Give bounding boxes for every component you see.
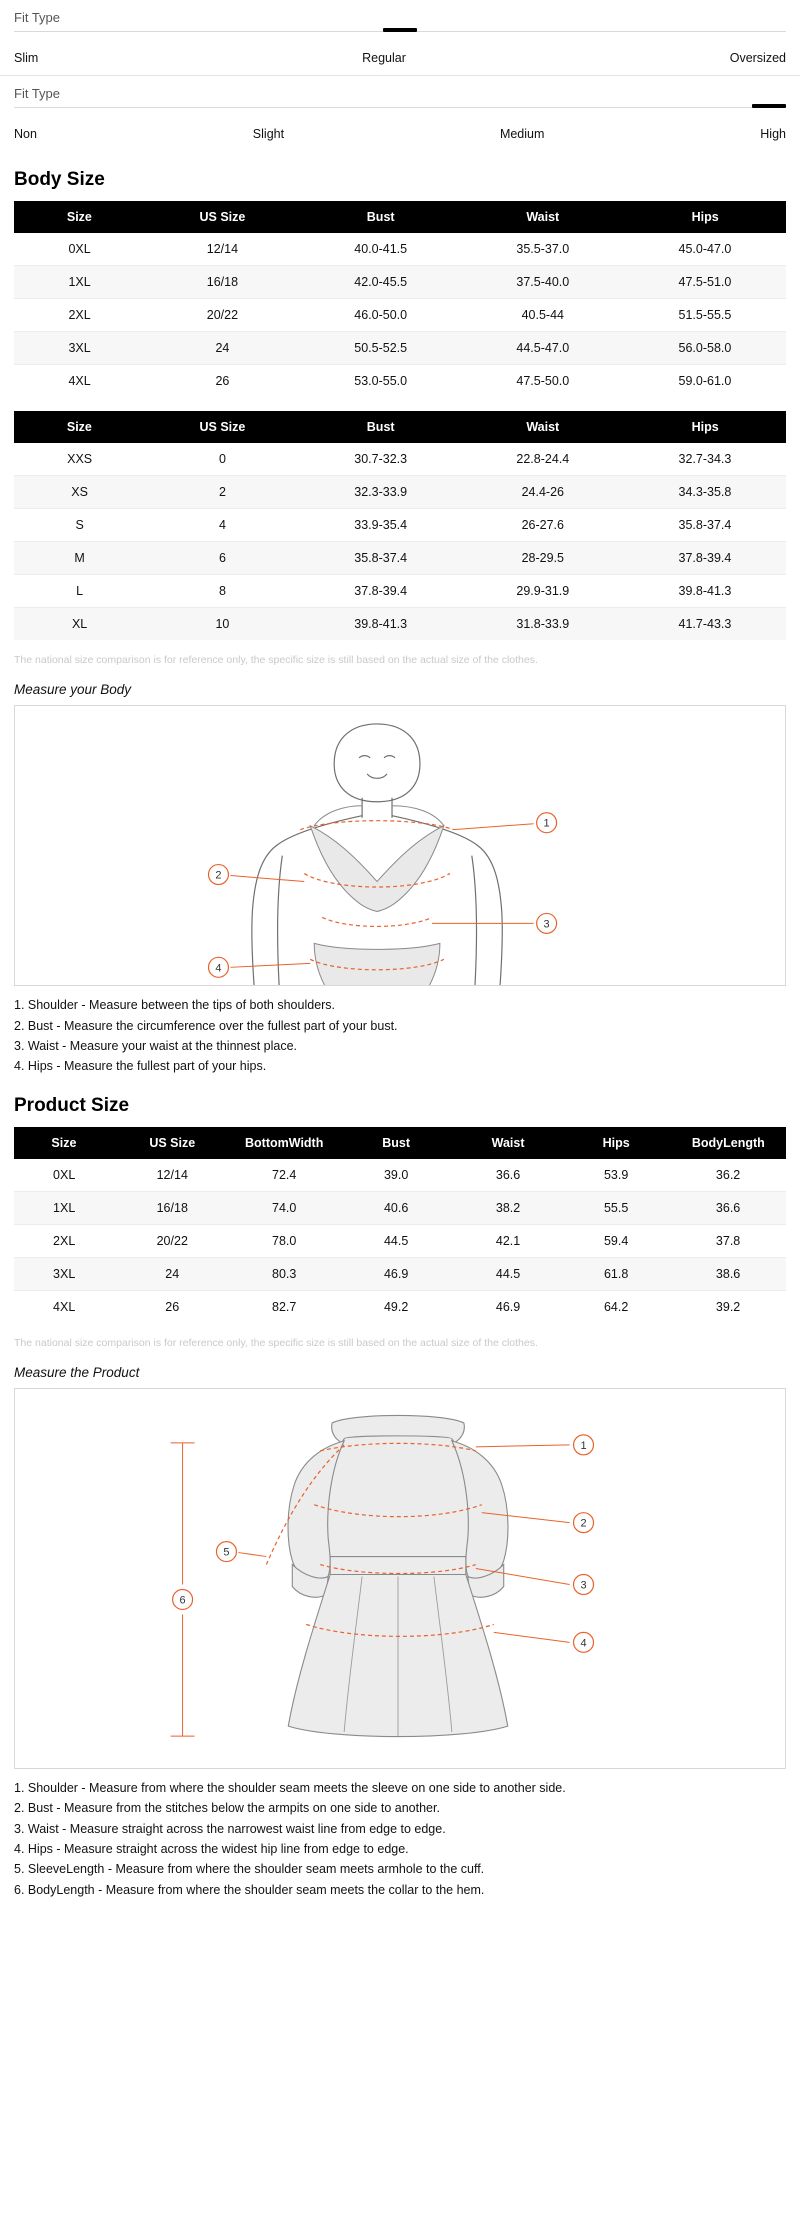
bottom-garment-icon (314, 943, 440, 985)
cell-bust: 53.0-55.0 (300, 365, 462, 398)
note-waist: 3. Waist - Measure straight across the narrowest waist line from edge to edge. (14, 1821, 446, 1836)
th-us-size: US Size (145, 411, 299, 443)
cell-body-length: 39.2 (670, 1290, 786, 1323)
fit-type-group-1 (0, 0, 800, 75)
cell-hips: 53.9 (562, 1159, 670, 1192)
th-us-size: US Size (145, 201, 299, 233)
measure-product-notes (14, 1779, 786, 1900)
callout-2-label: 2 (215, 869, 222, 882)
th-bust: Bust (338, 1127, 454, 1159)
cell-bust: 39.8-41.3 (300, 608, 462, 641)
callout-5-label: 5 (223, 1546, 230, 1559)
table-row (14, 233, 786, 266)
table-row (14, 1191, 786, 1224)
table-row (14, 365, 786, 398)
cell-size: XL (14, 608, 145, 641)
table-row (14, 299, 786, 332)
table-row (14, 608, 786, 641)
cell-hips: 34.3-35.8 (624, 476, 786, 509)
cell-waist: 26-27.6 (462, 509, 624, 542)
th-hips: Hips (562, 1127, 670, 1159)
table-row (14, 476, 786, 509)
cell-us-size: 6 (145, 542, 299, 575)
cell-us-size: 0 (145, 443, 299, 476)
cell-body-length: 36.6 (670, 1191, 786, 1224)
body-size-table-1-wrap (0, 201, 800, 397)
table-row (14, 1257, 786, 1290)
body-size-table-2-wrap (0, 411, 800, 640)
cell-waist: 44.5 (454, 1257, 562, 1290)
fit-type-label-slim[interactable]: Slim (14, 51, 39, 65)
note-hips: 4. Hips - Measure the fullest part of your hips. (14, 1059, 267, 1074)
cell-size: 4XL (14, 365, 145, 398)
cell-bust: 32.3-33.9 (300, 476, 462, 509)
cell-hips: 61.8 (562, 1257, 670, 1290)
th-hips: Hips (624, 411, 786, 443)
cell-us-size: 10 (145, 608, 299, 641)
cell-us-size: 16/18 (114, 1191, 230, 1224)
fit-type-title-1: Fit Type (14, 10, 61, 25)
cell-hips: 56.0-58.0 (624, 332, 786, 365)
cell-bust: 49.2 (338, 1290, 454, 1323)
dress-diagram-icon (15, 1389, 785, 1768)
cell-waist: 37.5-40.0 (462, 266, 624, 299)
cell-size: XS (14, 476, 145, 509)
cell-size: 2XL (14, 299, 145, 332)
table-row (14, 575, 786, 608)
cell-waist: 29.9-31.9 (462, 575, 624, 608)
cell-us-size: 8 (145, 575, 299, 608)
cell-hips: 51.5-55.5 (624, 299, 786, 332)
cell-bottom-width: 78.0 (230, 1224, 338, 1257)
th-waist: Waist (462, 201, 624, 233)
cell-bust: 44.5 (338, 1224, 454, 1257)
fit-type-labels-2 (14, 121, 786, 151)
cell-bust: 40.0-41.5 (300, 233, 462, 266)
cell-waist: 36.6 (454, 1159, 562, 1192)
callout-4-label: 4 (580, 1637, 587, 1650)
cell-hips: 35.8-37.4 (624, 509, 786, 542)
th-waist: Waist (462, 411, 624, 443)
callout-6-label: 6 (179, 1594, 186, 1607)
note-bust: 2. Bust - Measure the circumference over the fullest part of your bust. (14, 1018, 398, 1033)
fit-type-labels-1 (14, 45, 786, 75)
cell-bottom-width: 80.3 (230, 1257, 338, 1290)
cell-us-size: 20/22 (114, 1224, 230, 1257)
table-header-row (14, 1127, 786, 1159)
cell-size: 0XL (14, 233, 145, 266)
product-size-disclaimer: The national size comparison is for reference only, the specific size is still based on the actual size of the clothes. (14, 1336, 538, 1349)
cell-waist: 35.5-37.0 (462, 233, 624, 266)
cell-bust: 40.6 (338, 1191, 454, 1224)
cell-bust: 37.8-39.4 (300, 575, 462, 608)
cell-size: L (14, 575, 145, 608)
cell-waist: 38.2 (454, 1191, 562, 1224)
body-size-title: Body Size (14, 169, 105, 190)
table-header-row (14, 201, 786, 233)
note-sleeve-length: 5. SleeveLength - Measure from where the shoulder seam meets armhole to the cuff. (14, 1862, 485, 1877)
fit-type-marker-2[interactable] (752, 104, 786, 108)
cell-waist: 47.5-50.0 (462, 365, 624, 398)
cell-bust: 33.9-35.4 (300, 509, 462, 542)
th-bottom-width: BottomWidth (230, 1127, 338, 1159)
table-row (14, 542, 786, 575)
fit-type-label-slight[interactable]: Slight (252, 127, 285, 141)
callout-4-label: 4 (215, 962, 222, 975)
cell-size: 3XL (14, 332, 145, 365)
cell-us-size: 24 (145, 332, 299, 365)
cell-us-size: 12/14 (114, 1159, 230, 1192)
cell-hips: 45.0-47.0 (624, 233, 786, 266)
measure-body-figure (14, 705, 786, 986)
cell-waist: 24.4-26 (462, 476, 624, 509)
cell-size: S (14, 509, 145, 542)
cell-size: 3XL (14, 1257, 114, 1290)
table-header-row (14, 411, 786, 443)
top-garment-icon (310, 826, 444, 912)
note-waist: 3. Waist - Measure your waist at the thinnest place. (14, 1039, 297, 1054)
product-size-table-wrap (0, 1127, 800, 1323)
cell-bottom-width: 74.0 (230, 1191, 338, 1224)
cell-bust: 50.5-52.5 (300, 332, 462, 365)
fit-type-label-oversized[interactable]: Oversized (729, 51, 786, 65)
callout-1-label: 1 (543, 817, 550, 830)
cell-waist: 40.5-44 (462, 299, 624, 332)
fit-type-group-2 (0, 75, 800, 151)
body-diagram-icon (15, 706, 785, 985)
th-waist: Waist (454, 1127, 562, 1159)
table-row (14, 266, 786, 299)
measure-body-notes (14, 996, 786, 1077)
table-row (14, 332, 786, 365)
measure-product-figure (14, 1388, 786, 1769)
fit-type-slider-1[interactable] (14, 31, 786, 45)
callout-3-label: 3 (543, 918, 550, 931)
cell-hips: 59.4 (562, 1224, 670, 1257)
cell-bust: 42.0-45.5 (300, 266, 462, 299)
cell-hips: 47.5-51.0 (624, 266, 786, 299)
cell-us-size: 26 (145, 365, 299, 398)
cell-size: 1XL (14, 1191, 114, 1224)
cell-size: M (14, 542, 145, 575)
cell-waist: 31.8-33.9 (462, 608, 624, 641)
note-hips: 4. Hips - Measure straight across the widest hip line from edge to edge. (14, 1841, 409, 1856)
cell-bust: 46.0-50.0 (300, 299, 462, 332)
cell-body-length: 38.6 (670, 1257, 786, 1290)
cell-waist: 42.1 (454, 1224, 562, 1257)
th-size: Size (14, 411, 145, 443)
callout-3-label: 3 (580, 1579, 587, 1592)
table-row (14, 509, 786, 542)
cell-waist: 46.9 (454, 1290, 562, 1323)
cell-hips: 59.0-61.0 (624, 365, 786, 398)
note-shoulder: 1. Shoulder - Measure between the tips of both shoulders. (14, 998, 336, 1013)
cell-us-size: 4 (145, 509, 299, 542)
fit-type-label-regular[interactable]: Regular (362, 51, 406, 65)
cell-hips: 32.7-34.3 (624, 443, 786, 476)
cell-us-size: 26 (114, 1290, 230, 1323)
fit-type-marker-1[interactable] (383, 28, 417, 32)
table-row (14, 1224, 786, 1257)
cell-us-size: 2 (145, 476, 299, 509)
cell-hips: 55.5 (562, 1191, 670, 1224)
cell-us-size: 12/14 (145, 233, 299, 266)
fit-type-label-medium[interactable]: Medium (499, 127, 545, 141)
cell-body-length: 37.8 (670, 1224, 786, 1257)
cell-waist: 44.5-47.0 (462, 332, 624, 365)
th-body-length: BodyLength (670, 1127, 786, 1159)
cell-waist: 28-29.5 (462, 542, 624, 575)
fit-type-slider-2[interactable] (14, 107, 786, 121)
th-size: Size (14, 201, 145, 233)
cell-bust: 39.0 (338, 1159, 454, 1192)
cell-bust: 35.8-37.4 (300, 542, 462, 575)
th-us-size: US Size (114, 1127, 230, 1159)
cell-size: 1XL (14, 266, 145, 299)
cell-bust: 46.9 (338, 1257, 454, 1290)
th-hips: Hips (624, 201, 786, 233)
th-bust: Bust (300, 411, 462, 443)
fit-type-title-2: Fit Type (14, 86, 61, 101)
cell-body-length: 36.2 (670, 1159, 786, 1192)
body-size-table-1 (14, 201, 786, 397)
fit-type-label-high[interactable]: High (760, 127, 786, 141)
cell-hips: 64.2 (562, 1290, 670, 1323)
cell-hips: 39.8-41.3 (624, 575, 786, 608)
cell-hips: 37.8-39.4 (624, 542, 786, 575)
table-row (14, 1290, 786, 1323)
cell-size: XXS (14, 443, 145, 476)
cell-size: 4XL (14, 1290, 114, 1323)
table-row (14, 1159, 786, 1192)
cell-waist: 22.8-24.4 (462, 443, 624, 476)
cell-size: 0XL (14, 1159, 114, 1192)
note-body-length: 6. BodyLength - Measure from where the shoulder seam meets the collar to the hem. (14, 1882, 485, 1897)
measure-body-heading: Measure your Body (14, 682, 132, 697)
callout-1-label: 1 (580, 1439, 587, 1452)
measure-product-heading: Measure the Product (14, 1364, 140, 1380)
callout-2-label: 2 (580, 1517, 587, 1530)
cell-bottom-width: 72.4 (230, 1159, 338, 1192)
table-row (14, 443, 786, 476)
th-size: Size (14, 1127, 114, 1159)
note-bust: 2. Bust - Measure from the stitches below the armpits on one side to another. (14, 1801, 440, 1816)
product-size-table (14, 1127, 786, 1323)
cell-us-size: 24 (114, 1257, 230, 1290)
cell-us-size: 16/18 (145, 266, 299, 299)
note-shoulder: 1. Shoulder - Measure from where the shoulder seam meets the sleeve on one side to another side. (14, 1780, 566, 1795)
fit-type-label-non[interactable]: Non (14, 127, 37, 141)
cell-bottom-width: 82.7 (230, 1290, 338, 1323)
product-size-title: Product Size (14, 1094, 130, 1116)
waist-measure-line (322, 917, 432, 926)
cell-us-size: 20/22 (145, 299, 299, 332)
cell-size: 2XL (14, 1224, 114, 1257)
cell-bust: 30.7-32.3 (300, 443, 462, 476)
cell-hips: 41.7-43.3 (624, 608, 786, 641)
body-size-disclaimer: The national size comparison is for reference only, the specific size is still based on the actual size of the clothes. (14, 654, 538, 666)
body-size-table-2 (14, 411, 786, 640)
th-bust: Bust (300, 201, 462, 233)
